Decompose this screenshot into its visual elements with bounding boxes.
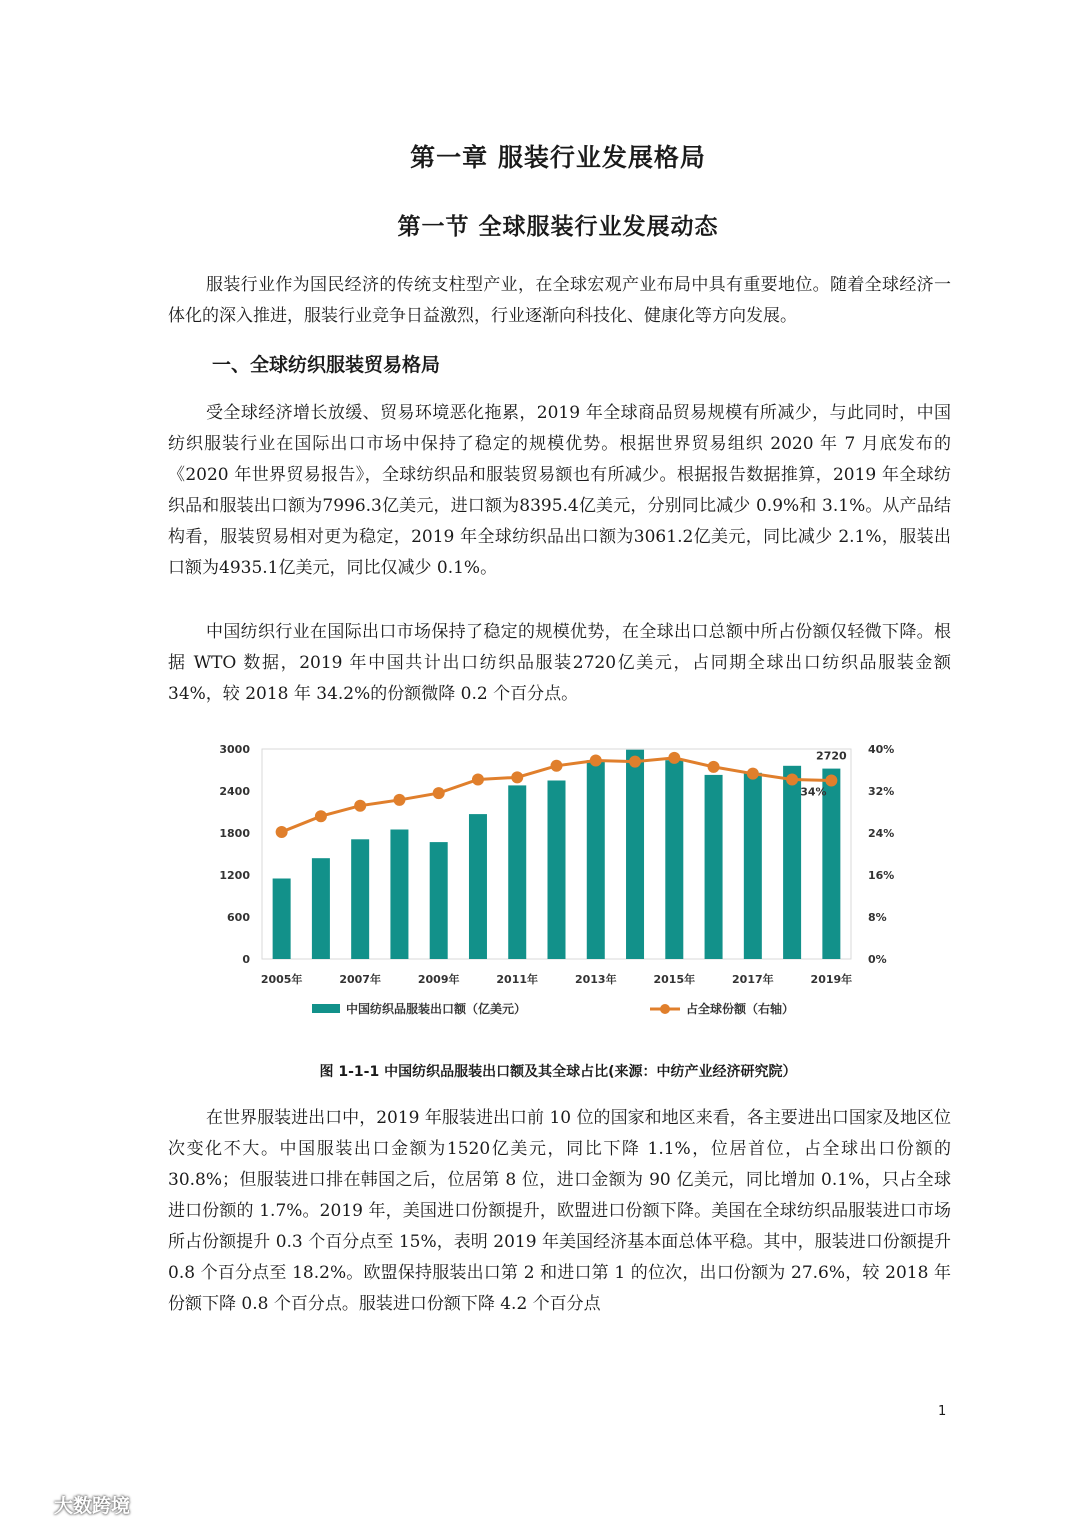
export-bar	[665, 760, 683, 959]
share-point	[629, 756, 641, 768]
export-bar	[508, 785, 526, 959]
share-point	[393, 794, 405, 806]
right-axis-tick-label: 16%	[868, 869, 895, 882]
right-axis-tick-label: 0%	[868, 953, 887, 966]
x-tick-label: 2015年	[653, 973, 696, 986]
share-point	[276, 826, 288, 838]
export-bar	[273, 879, 291, 960]
left-axis-tick-label: 600	[227, 911, 250, 924]
page-number: 1	[938, 1404, 947, 1419]
x-tick-label: 2019年	[810, 973, 853, 986]
left-axis-tick-label: 2400	[219, 785, 250, 798]
export-bar	[783, 766, 801, 959]
export-bar	[705, 775, 723, 959]
data-label: 2720	[816, 749, 847, 763]
export-bar	[390, 830, 408, 960]
right-axis-tick-label: 40%	[868, 743, 895, 756]
share-point	[472, 773, 484, 785]
export-chart	[210, 738, 910, 1028]
export-bar	[430, 842, 448, 959]
left-axis-tick-label: 3000	[219, 743, 250, 756]
share-point	[511, 771, 523, 783]
share-point	[354, 800, 366, 812]
legend-bar-swatch	[312, 1004, 340, 1013]
x-tick-label: 2013年	[574, 973, 617, 986]
export-bar	[626, 750, 644, 959]
export-bar	[351, 839, 369, 959]
x-tick-label: 2017年	[732, 973, 774, 986]
x-tick-label: 2005年	[260, 973, 303, 986]
export-chart-svg	[210, 738, 910, 1028]
paragraph-world-apparel: 在世界服装进出口中，2019 年服装进出口前 10 位的国家和地区来看，各主要进出口国家及地区位次变化不大。中国服装出口金额为1520亿美元，同比下降 1.1%，位居首位，占全球出口份额的 30.8%；但服装进口排在韩国之后，位居第 8 位，进口金额为 90 亿美元，同比增加 0.1%，只占全球进口份额的 1.7%。2019 年，美国进口份额提升，欧盟进口份额下降。美国在全球纺织品服装进口市场所占份额提升 0.3 个百分点至 15%，表明 2019 年美国经济基本面总体平稳。其中，服装进口份额提升 0.8 个百分点至 18.2%。欧盟保持服装出口第 2 和进口第 1 的位次，出口份额为 27.6%，较 2018 年份额下降 0.8 个百分点。服装进口份额下降 4.2 个百分点	[168, 1108, 951, 1314]
legend-line-label: 占全球份额（右轴）	[686, 1002, 795, 1016]
right-axis-tick-label: 24%	[868, 827, 895, 840]
share-point	[708, 761, 720, 773]
watermark-text: 大数跨境	[54, 1495, 131, 1517]
share-point	[551, 760, 563, 772]
right-axis-tick-label: 8%	[868, 911, 887, 924]
share-point	[668, 752, 680, 764]
legend-line-marker	[660, 1004, 670, 1014]
data-label: 34%	[800, 785, 827, 799]
export-bar	[587, 760, 605, 959]
left-axis-tick-label: 1200	[219, 869, 250, 882]
share-point	[825, 775, 837, 787]
export-bar	[548, 781, 566, 960]
export-bar	[469, 814, 487, 959]
x-tick-label: 2011年	[496, 973, 539, 986]
share-point	[786, 773, 798, 785]
heading-trade-pattern: 一、全球纺织服装贸易格局	[212, 354, 441, 376]
share-point	[433, 787, 445, 799]
paragraph-trade: 受全球经济增长放缓、贸易环境恶化拖累，2019 年全球商品贸易规模有所减少，与此同时，中国纺织服装行业在国际出口市场中保持了稳定的规模优势。根据世界贸易组织 2020 年 7 月底发布的《2020 年世界贸易报告》，全球纺织品和服装贸易额也有所减少。根据报告数据推算，2019 年全球纺织品和服装出口额为7996.3亿美元，进口额为8395.4亿美元，分别同比减少 0.9%和 3.1%。从产品结构看，服装贸易相对更为稳定，2019 年全球纺织品出口额为3061.2亿美元，同比减少 2.1%，服装出口额为4935.1亿美元，同比仅减少 0.1%。	[168, 403, 951, 578]
share-point	[590, 755, 602, 767]
share-point	[747, 768, 759, 780]
chapter-title: 第一章 服装行业发展格局	[410, 143, 706, 172]
share-point	[315, 810, 327, 822]
right-axis-tick-label: 32%	[868, 785, 895, 798]
legend-bar-label: 中国纺织品服装出口额（亿美元）	[346, 1002, 527, 1016]
figure-caption: 图 1-1-1 中国纺织品服装出口额及其全球占比(来源：中纺产业经济研究院）	[319, 1064, 797, 1080]
paragraph-intro: 服装行业作为国民经济的传统支柱型产业，在全球宏观产业布局中具有重要地位。随着全球经济一体化的深入推进，服装行业竞争日益激烈，行业逐渐向科技化、健康化等方向发展。	[168, 275, 951, 326]
section-title: 第一节 全球服装行业发展动态	[397, 214, 719, 240]
left-axis-tick-label: 0	[242, 953, 250, 966]
x-tick-label: 2009年	[417, 973, 460, 986]
paragraph-china-share: 中国纺织行业在国际出口市场保持了稳定的规模优势，在全球出口总额中所占份额仅轻微下降。根据 WTO 数据，2019 年中国共计出口纺织品服装2720亿美元，占同期全球出口纺织品服装金额 34%，较 2018 年 34.2%的份额微降 0.2 个百分点。	[168, 622, 951, 704]
export-bar	[744, 773, 762, 959]
x-tick-label: 2007年	[339, 973, 381, 986]
export-bar	[312, 858, 330, 959]
left-axis-tick-label: 1800	[219, 827, 250, 840]
watermark-logo-icon	[6, 1492, 48, 1518]
watermark	[6, 1491, 130, 1518]
